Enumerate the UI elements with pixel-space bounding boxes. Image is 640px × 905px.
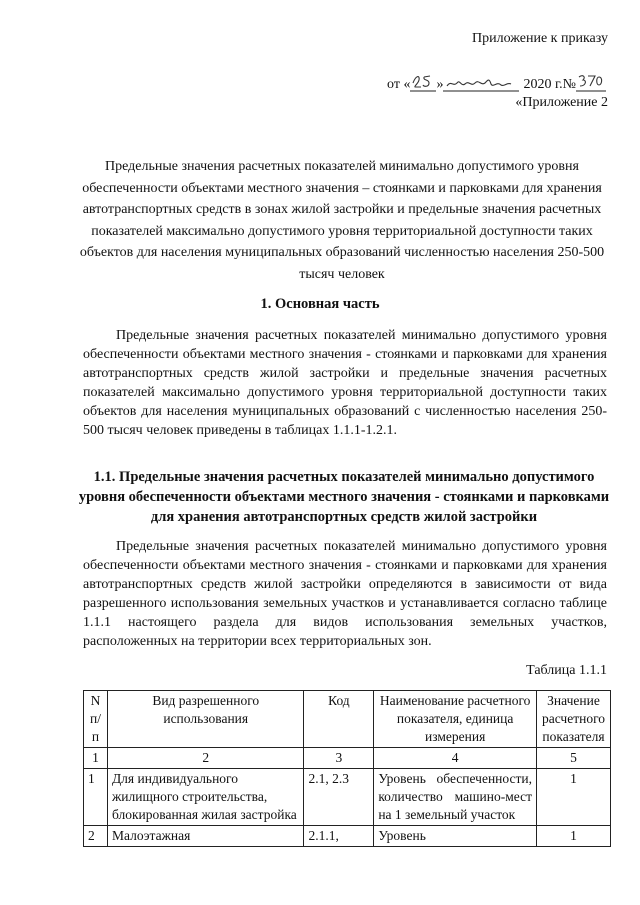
permitted-use-cell: Для индивидуального жилищного строительства, блокированная жилая застройка xyxy=(107,769,304,826)
handwritten-month xyxy=(443,71,519,93)
appendix-reference: Приложение к приказу xyxy=(472,31,608,46)
indicator-value-cell: 1 xyxy=(536,826,610,847)
order-date-line xyxy=(387,71,606,93)
document-title: Предельные значения расчетных показателей минимально допустимого уровня обеспеченности объектами местного значения – стоянками и парковками для хранения автотранспортных средств в зонах жилой застройки и предельные значения расчетных показателей максимально допустимого уровня территориальной доступности таких объектов для населения муниципальных образований численностью населения 250-500 тысяч человек xyxy=(79,159,605,282)
table-row xyxy=(84,769,611,826)
header-indicator-value: Значение расчетного показателя xyxy=(536,691,610,748)
header-code: Код xyxy=(304,691,374,748)
header-indicator-name: Наименование расчетного показателя, единица измерения xyxy=(374,691,537,748)
indicator-value-cell: 1 xyxy=(536,769,610,826)
table-header-row xyxy=(84,691,611,748)
appendix-2-label: «Приложение 2 xyxy=(515,95,608,110)
section-1-paragraph: Предельные значения расчетных показателей минимально допустимого уровня обеспеченности объектами местного значения - стоянками и парковками для хранения автотранспортных средств жилой застройки и предельные значения расчетных показателей максимально допустимого уровня территориальной доступности таких объектов для населения муниципальных образований с численностью населения 250-500 тысяч человек приведены в таблицах 1.1.1-1.2.1. xyxy=(83,328,607,439)
table-row xyxy=(84,826,611,847)
table-caption: Таблица 1.1.1 xyxy=(526,663,607,678)
column-number-1: 1 xyxy=(84,748,108,769)
header-permitted-use: Вид разрешенного использования xyxy=(107,691,304,748)
code-cell: 2.1.1, xyxy=(304,826,374,847)
order-mid: » xyxy=(436,77,444,92)
row-number: 1 xyxy=(84,769,108,826)
row-number: 2 xyxy=(84,826,108,847)
standards-table xyxy=(83,690,611,847)
indicator-name-cell: Уровень xyxy=(374,826,537,847)
section-1-1-heading: 1.1. Предельные значения расчетных показателей минимально допустимого уровня обеспеченности объектами местного значения - стоянками и парковками для хранения автотранспортных средств жилой застройки xyxy=(78,469,610,525)
handwritten-day xyxy=(410,71,436,93)
permitted-use-cell: Малоэтажная xyxy=(107,826,304,847)
section-1-heading: 1. Основная часть xyxy=(260,296,380,312)
handwritten-number xyxy=(576,71,606,93)
column-number-5: 5 xyxy=(536,748,610,769)
section-1-1-paragraph: Предельные значения расчетных показателей минимально допустимого уровня обеспеченности объектами местного значения - стоянками и парковками для хранения автотранспортных средств жилой застройки определяются в зависимости от вида разрешенного использования земельных участков и устанавливается согласно таблице 1.1.1 настоящего раздела для видов использования земельных участков, расположенных на территории всех территориальных зон. xyxy=(83,539,607,650)
column-number-4: 4 xyxy=(374,748,537,769)
header-number: N п/п xyxy=(84,691,108,748)
order-year: 2020 г.№ xyxy=(523,77,576,92)
order-prefix: от « xyxy=(387,77,411,92)
indicator-name-cell: Уровень обеспеченности, количество машино-мест на 1 земельный участок xyxy=(374,769,537,826)
code-cell: 2.1, 2.3 xyxy=(304,769,374,826)
column-number-3: 3 xyxy=(304,748,374,769)
column-number-2: 2 xyxy=(107,748,304,769)
table-column-numbers-row xyxy=(84,748,611,769)
